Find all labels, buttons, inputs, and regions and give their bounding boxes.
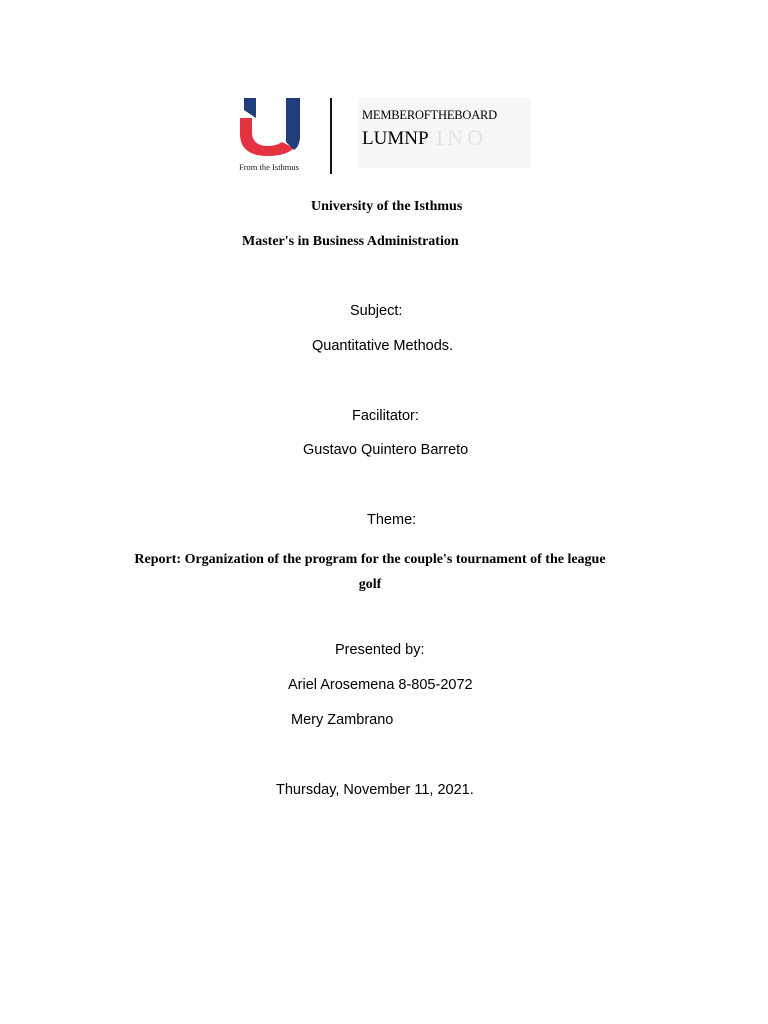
report-title [110, 547, 630, 597]
presenter-2: Mery Zambrano [291, 712, 394, 728]
presented-by-label: Presented by: [335, 642, 425, 658]
university-logo [232, 92, 537, 180]
logo-panel-line2: LUMNP [362, 128, 429, 149]
u-logo-icon [238, 96, 304, 160]
report-title-line2: golf [358, 577, 382, 592]
logo-caption: From the Isthmus [239, 162, 299, 172]
theme-label: Theme: [367, 512, 417, 528]
subject-value: Quantitative Methods. [312, 338, 454, 354]
document-date: Thursday, November 11, 2021. [276, 782, 474, 798]
university-name: University of the Isthmus [311, 199, 463, 214]
logo-panel-line1: MEMBEROFTHEBOARD [362, 108, 498, 122]
logo-divider [330, 98, 332, 174]
logo-ghost-text: INO [436, 125, 488, 150]
report-title-line1: Report: Organization of the program for the couple's tournament of the league [134, 552, 606, 567]
program-name: Master's in Business Administration [242, 234, 459, 249]
facilitator-label: Facilitator: [352, 408, 419, 424]
facilitator-name: Gustavo Quintero Barreto [303, 442, 469, 458]
subject-label: Subject: [350, 303, 403, 319]
presenter-1: Ariel Arosemena 8-805-2072 [288, 677, 473, 693]
